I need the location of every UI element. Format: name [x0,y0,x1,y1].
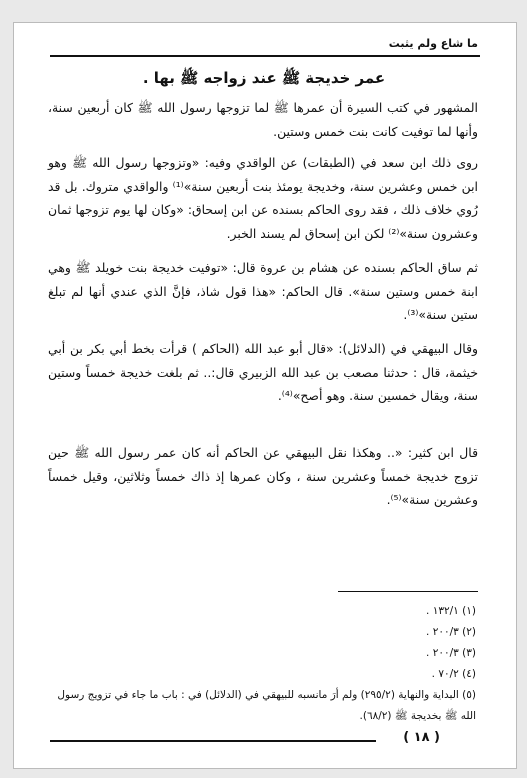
footnote-separator [338,591,478,592]
book-page [13,22,517,769]
paragraph: وقال البيهقي في (الدلائل): «قال أبو عبد الله (الحاكم ) قرأت بخط أبي بكر بن أبي خيثمة، قال : حدثنا مصعب بن عبد الله الزبيري قال:.. ثم بلغت خديجة خمساً وستين سنة، ويقال خمسين سنة. وهو أصح»⁽⁴⁾. [48,341,478,403]
page-number: ( ١٨ ) [403,730,440,745]
footnote: (٢) ٢٠٠/٣ . [426,626,476,638]
paragraph: المشهور في كتب السيرة أن عمرها ﷺ لما تزوجها رسول الله ﷺ كان أربعين سنة، وأنها لما توفيت كانت بنت خمس وستين. [48,100,478,139]
footnote: (٣) ٢٠٠/٣ . [426,647,476,659]
footer-rule [50,740,376,742]
footnote: (٥) البداية والنهاية (٢٩٥/٢) ولم أرَ مانسبه للبيهقي في (الدلائل) في : باب ما جاء في تزويج رسول الله ﷺ بخديجة ﷺ (٦٨/٢). [57,689,476,722]
paragraph: قال ابن كثير: «.. وهكذا نقل البيهقي عن الحاكم أنه كان عمر رسول الله ﷺ حين تزوج خديجة خمساً وعشرين سنة ، وكان عمرها إذ ذاك خمساً وثلاثين، وقيل خمساً وعشرين سنة»⁽⁵⁾. [48,445,478,507]
footnote: (٤) ٧٠/٢ . [431,668,476,680]
paragraph: روى ذلك ابن سعد في (الطبقات) عن الواقدي وفيه: «وتزوجها رسول الله ﷺ وهو ابن خمس وعشرين سنة، وخديجة يومئذ بنت أربعين سنة»⁽¹⁾ والواقدي متروك. بل قد رُوي خلاف ذلك ، فقد روى الحاكم بسنده عن ابن إسحاق: «وكان لها يوم تزوجها ثمان وعشرون سنة»⁽²⁾ لكن ابن إسحاق لم يسند الخبر. [48,155,478,241]
footnotes [48,601,476,727]
paragraph: ثم ساق الحاكم بسنده عن هشام بن عروة قال: «توفيت خديجة بنت خويلد ﷺ وهي ابنة خمس وستين سنة». قال الحاكم: «هذا قول شاذ، فإنَّ الذي عندي أنها لم تبلغ ستين سنة»⁽³⁾. [48,260,478,322]
header-rule [50,55,480,57]
footnote: (١) ١٣٢/١ . [426,605,476,617]
running-title: ما شاع ولم يثبت [388,37,478,50]
section-title: عمر خديجة ﷺ عند زواجه ﷺ بها . [142,69,386,87]
page-footer [50,730,480,750]
